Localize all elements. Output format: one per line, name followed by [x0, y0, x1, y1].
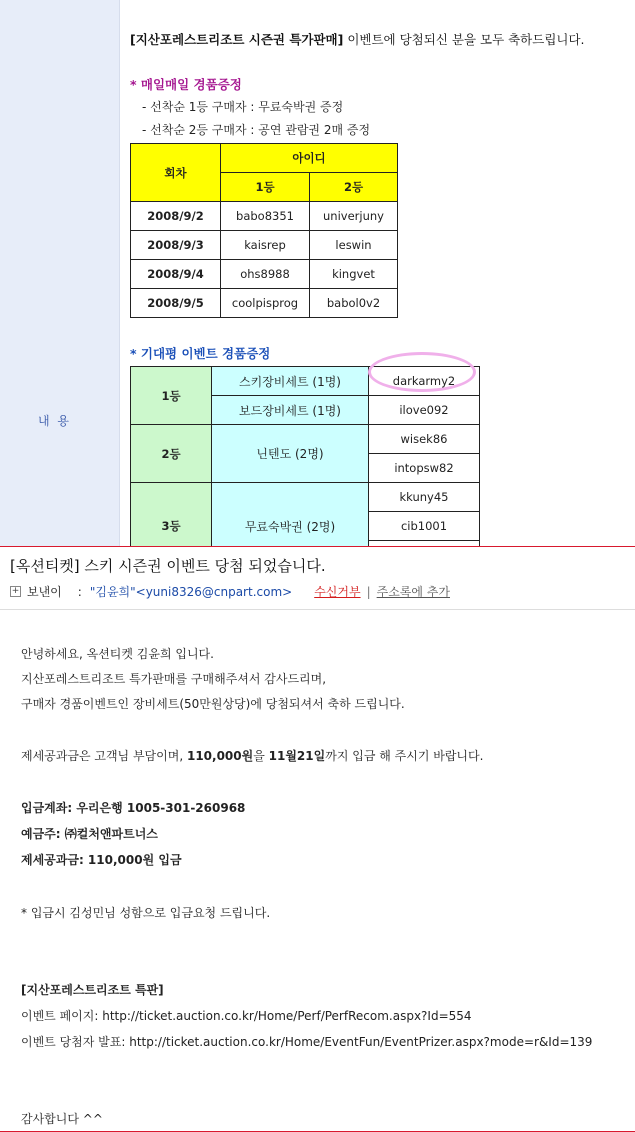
- column-divider: [119, 0, 120, 546]
- table-row: [131, 231, 398, 260]
- body-holder: 예금주: ㈜컬처앤파트너스: [21, 827, 158, 841]
- event-page: [0, 0, 635, 546]
- email-view: [0, 546, 635, 1132]
- daily-winners-table: [130, 143, 398, 318]
- daily-rule-2: - 선착순 2등 구매자 : 공연 관람권 2매 증정: [142, 123, 371, 137]
- winner-id: wisek86: [369, 425, 480, 454]
- body-greeting: 안녕하세요, 옥션티켓 김윤희 입니다.: [21, 647, 214, 661]
- anticipation-section-title: * 기대평 이벤트 경품증정: [130, 346, 271, 361]
- body-congrats: 구매자 경품이벤트인 장비세트(50만원상당)에 당첨되셔서 축하 드립니다.: [21, 697, 405, 711]
- sender-address[interactable]: "김윤희"<yuni8326@cnpart.com>: [89, 585, 293, 599]
- add-to-addressbook-link[interactable]: 주소록에 추가: [376, 585, 450, 599]
- row-first: babo8351: [221, 202, 310, 231]
- tax-date: 11월21일: [268, 749, 326, 763]
- table-row: [131, 289, 398, 318]
- headline-rest: 이벤트에 당첨되신 분을 모두 축하드립니다.: [343, 32, 585, 47]
- body-sign-title: [지산포레스트리조트 특판]: [21, 983, 164, 997]
- content-label: 내 용: [38, 414, 71, 428]
- prize-ski-set: 스키장비세트 (1명): [212, 367, 369, 396]
- row-date: 2008/9/3: [131, 231, 221, 260]
- winner-id: kkuny45: [369, 483, 480, 512]
- table-row: [131, 260, 398, 289]
- headline-bold: [지산포레스트리조트 시즌권 특가판매]: [130, 32, 344, 47]
- tax-mid: 을: [253, 749, 269, 763]
- anticipation-winners-table: [130, 366, 480, 546]
- row-date: 2008/9/2: [131, 202, 221, 231]
- prize-free-stay: 무료숙박권 (2명): [212, 483, 369, 547]
- body-tax-line: 제세공과금: 110,000원 입금: [21, 853, 182, 867]
- daily-rule-1: - 선착순 1등 구매자 : 무료숙박권 증정: [142, 100, 344, 114]
- link-separator: |: [366, 584, 371, 599]
- rank-3: 3등: [131, 483, 212, 547]
- winner-id: cib1001: [369, 512, 480, 541]
- winner-id: ilove092: [369, 396, 480, 425]
- sender-label: 보낸이: [27, 585, 62, 599]
- row-first: coolpisprog: [221, 289, 310, 318]
- winner-id: intopsw82: [369, 454, 480, 483]
- row-first: ohs8988: [221, 260, 310, 289]
- row-date: 2008/9/4: [131, 260, 221, 289]
- email-subject: [옥션티켓] 스키 시즌권 이벤트 당첨 되었습니다.: [10, 557, 326, 575]
- prize-nintendo: 닌텐도 (2명): [212, 425, 369, 483]
- rank-1: 1등: [131, 367, 212, 425]
- expand-plus-icon[interactable]: +: [11, 586, 20, 596]
- rank-2: 2등: [131, 425, 212, 483]
- body-closing: 감사합니다 ^^: [21, 1112, 103, 1126]
- row-first: kaisrep: [221, 231, 310, 260]
- tax-amount: 110,000원: [186, 749, 254, 763]
- header-divider: [0, 609, 635, 610]
- header-id: 아이디: [221, 144, 398, 173]
- sender-row: [10, 583, 450, 600]
- event-headline: [130, 30, 585, 48]
- body-winner-page-url[interactable]: 이벤트 당첨자 발표: http://ticket.auction.co.kr/Home/EventFun/EventPrizer.aspx?mode=r&Id=139: [21, 1035, 593, 1049]
- prize-board-set: 보드장비세트 (1명): [212, 396, 369, 425]
- row-second: kingvet: [310, 260, 398, 289]
- sender-colon: :: [77, 584, 82, 599]
- body-account: 입금계좌: 우리은행 1005-301-260968: [21, 801, 246, 815]
- daily-section-title: * 매일매일 경품증정: [130, 77, 242, 92]
- row-second: babol0v2: [310, 289, 398, 318]
- body-thanks: 지산포레스트리조트 특가판매를 구매해주셔서 감사드리며,: [21, 672, 327, 686]
- block-sender-link[interactable]: 수신거부: [314, 585, 361, 599]
- body-event-page-url[interactable]: 이벤트 페이지: http://ticket.auction.co.kr/Home/Perf/PerfRecom.aspx?Id=554: [21, 1009, 472, 1023]
- winner-id: darkarmy2: [369, 367, 480, 396]
- row-second: leswin: [310, 231, 398, 260]
- body-note: * 입금시 김성민님 성함으로 입금요청 드립니다.: [21, 906, 271, 920]
- header-second: 2등: [310, 173, 398, 202]
- tax-pre: 제세공과금은 고객님 부담이며,: [21, 749, 187, 763]
- header-round: 회차: [131, 144, 221, 202]
- header-first: 1등: [221, 173, 310, 202]
- left-label-column: [0, 0, 119, 546]
- tax-post: 까지 입금 해 주시기 바랍니다.: [325, 749, 484, 763]
- row-second: univerjuny: [310, 202, 398, 231]
- table-row: [131, 202, 398, 231]
- body-tax-notice: [21, 747, 483, 764]
- row-date: 2008/9/5: [131, 289, 221, 318]
